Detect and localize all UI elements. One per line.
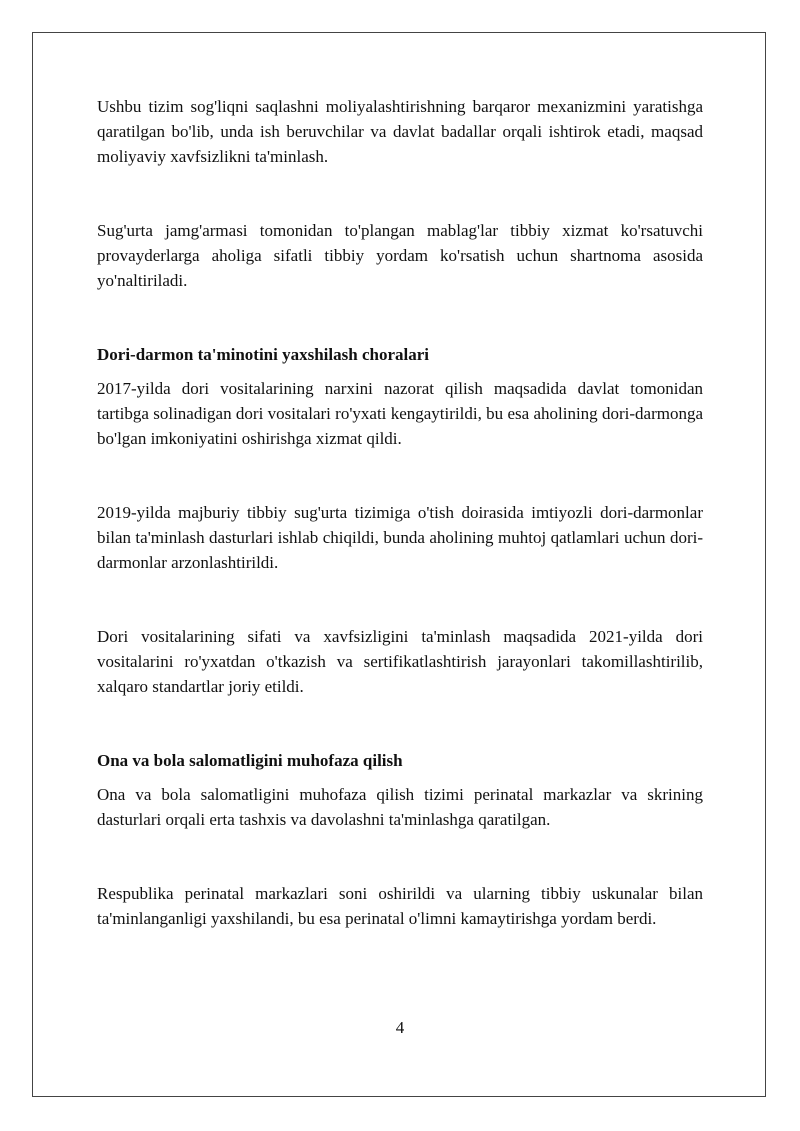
paragraph-medicine-2: 2019-yilda majburiy tibbiy sug'urta tizimiga o'tish doirasida imtiyozli dori-darmonlar bilan ta'minlash dasturlari ishlab chiqildi, bunda aholining muhtoj qatlamlari uchun dori-darmonlar arzonlashtirildi. [97,503,703,572]
section-heading-mother-child: Ona va bola salomatligini muhofaza qilish [97,751,403,770]
paragraph-medicine-3: Dori vositalarining sifati va xavfsizligini ta'minlash maqsadida 2021-yilda dori vositalarini ro'yxatdan o'tkazish va sertifikatlashtirish jarayonlari takomillashtirilib, xalqaro standartlar joriy etildi. [97,627,703,696]
paragraph-mother-child-1: Ona va bola salomatligini muhofaza qilish tizimi perinatal markazlar va skrining dasturlari orqali erta tashxis va davolashni ta'minlashga qaratilgan. [97,785,703,829]
page-number: 4 [395,1018,405,1037]
section-heading-medicine-supply: Dori-darmon ta'minotini yaxshilash choralari [97,345,429,364]
paragraph-intro-2: Sug'urta jamg'armasi tomonidan to'plangan mablag'lar tibbiy xizmat ko'rsatuvchi provayderlarga aholiga sifatli tibbiy yordam ko'rsatish uchun shartnoma asosida yo'naltiriladi. [97,221,703,290]
paragraph-intro-1: Ushbu tizim sog'liqni saqlashni moliyalashtirishning barqaror mexanizmini yaratishga qaratilgan bo'lib, unda ish beruvchilar va davlat badallar orqali ishtirok etadi, maqsad moliyaviy xavfsizlikni ta'minlash. [97,97,703,166]
paragraph-mother-child-2: Respublika perinatal markazlari soni oshirildi va ularning tibbiy uskunalar bilan ta'minlanganligi yaxshilandi, bu esa perinatal o'limni kamaytirishga yordam berdi. [97,884,703,928]
document-body [97,94,703,931]
paragraph-medicine-1: 2017-yilda dori vositalarining narxini nazorat qilish maqsadida davlat tomonidan tartibga solinadigan dori vositalari ro'yxati kengaytirildi, bu esa aholining dori-darmonga bo'lgan imkoniyatini oshirishga xizmat qildi. [97,379,703,448]
